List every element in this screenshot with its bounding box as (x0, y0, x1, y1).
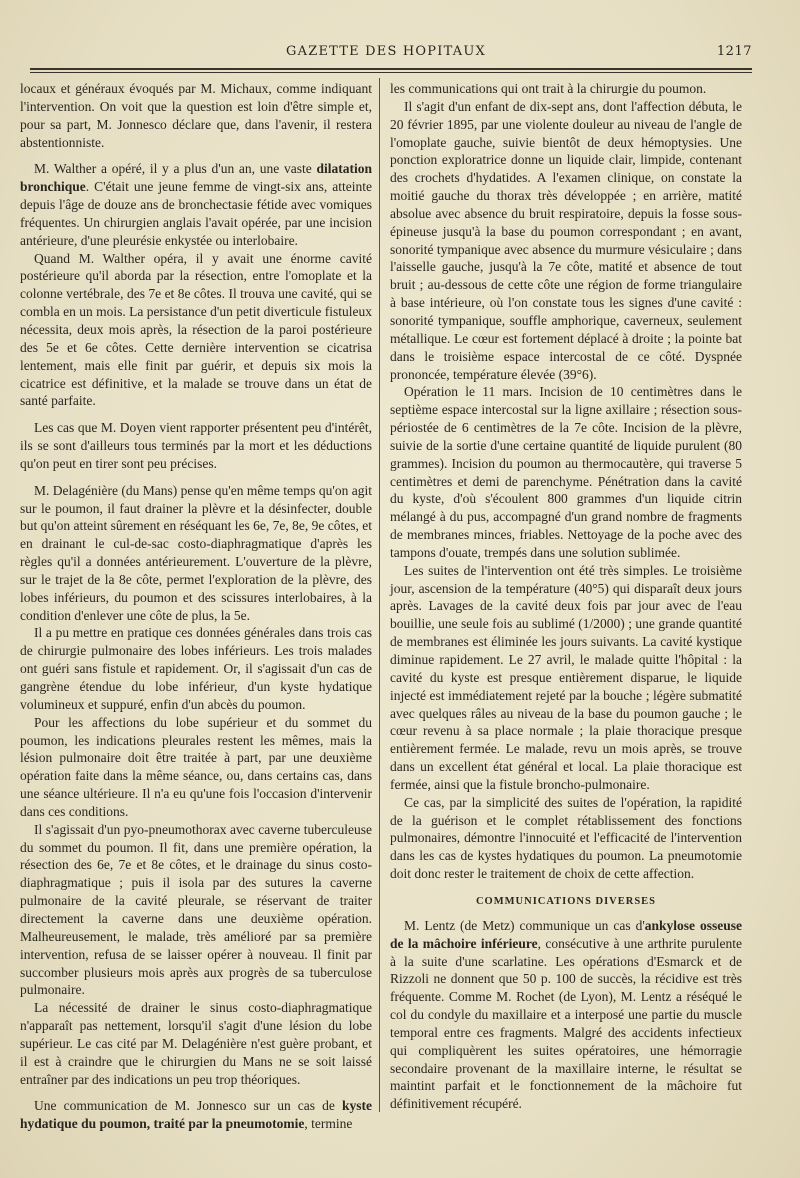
paragraph: locaux et généraux évoqués par M. Michaux, comme indiquant l'intervention. On voit que la question est loin d'être simple et, pour sa part, M. Jonnesco déclare que, dans l'avenir, il restera abstentionniste. (20, 81, 372, 150)
journal-title: GAZETTE DES HOPITAUX (286, 44, 486, 59)
paragraph: M. Delagénière (du Mans) pense qu'en même temps qu'on agit sur le poumon, il faut drainer la plèvre et la désinfecter, double but qu'on atteint sûrement en réséquant les 6e, 7e, 8e, 9e côtes, et en drainant le cul-de-sac costo-diaphragmatique d'après les règles qu'il a données antérieurement. L'ouverture de la plèvre, sur le trajet de la 8e côte, permet l'exploration de la plèvre, des lobes inférieurs, du poumon et des scissures interlobaires, à la condition d'enlever une côte de plus, la 5e. (20, 482, 372, 623)
header-rule-thin (30, 72, 752, 73)
paragraph: Il s'agissait d'un pyo-pneumothorax avec caverne tuberculeuse du sommet du poumon. Il fit, dans une première opération, la résection des 6e, 7e et 8e côtes, et le drainage du sinus costo-diaphragmatique ; puis il isola par des sutures la caverne pulmonaire de la cavité pleurale, se réservant de traiter directement la caverne dans une deuxième opération. Malheureusement, le malade, très amélioré par sa première intervention, refusa de se laisser opérer à nouveau. Il finit par succomber plusieurs mois après aux progrès de sa tuberculose pulmonaire. (20, 821, 372, 998)
paragraph: Pour les affections du lobe supérieur et du sommet du poumon, les indications pleurales restent les mêmes, mais la lésion pulmonaire doit être traitée à part, par une deuxième opération faite dans la même séance, ou, dans certains cas, dans une séance ultérieure. Il n'a eu qu'une fois l'occasion d'intervenir dans ces conditions. (20, 714, 372, 819)
right-column (390, 80, 742, 1113)
bold-term: dilatation bronchique (20, 161, 372, 195)
text-run: M. Lentz (de Metz) communique un cas d' (404, 917, 645, 933)
paragraph: La nécessité de drainer le sinus costo-diaphragmatique n'apparaît pas nettement, lorsqu'il s'agit d'une lésion du lobe supérieur. Le cas cité par M. Delagénière n'est guère probant, et il est à craindre que le chirurgien du Mans ne se soit laissé entraîner par des indications un peu trop théoriques. (20, 1000, 372, 1087)
text-run: , termine (304, 1116, 353, 1132)
text-run: Une communication de M. Jonnesco sur un cas de (34, 1098, 342, 1114)
paragraph: Les cas que M. Doyen vient rapporter présentent peu d'intérêt, ils se sont d'ailleurs tous terminés par la mort et les déductions qu'on peut en tirer sont peu précises. (20, 420, 372, 471)
section-title: COMMUNICATIONS DIVERSES (475, 895, 657, 907)
text-run: . C'était une jeune femme de vingt-six ans, atteinte depuis l'âge de douze ans de bronchectasie fétide avec vomiques fréquentes. Un chirurgien anglais l'avait opérée, par une incision antérieure, d'une pleurésie enkystée ou interlobaire. (20, 179, 372, 248)
page-number: 1217 (716, 44, 752, 59)
paragraph (20, 160, 372, 249)
paragraph: les communications qui ont trait à la chirurgie du poumon. (390, 81, 707, 96)
paragraph: Les suites de l'intervention ont été très simples. Le troisième jour, ascension de la température (40°5) qui disparaît deux jours après. Lavages de la cavité deux fois par jour avec de l'eau bouillie, une seule fois au sublimé (1/2000) ; une grande quantité de membranes est éliminée les jours suivants. La cavité kystique diminue rapidement. Le 27 avril, le malade quitte l'hôpital : la cavité du kyste est presque entièrement disparue, le liquide injecté est immédiatement rejeté par la bouche ; légère submatité avec quelques râles au niveau de la base du poumon gauche ; le cœur revenu à sa place normale ; la plaie thoracique presque entièrement fermée. Le malade, revu un mois après, se trouve dans un excellent état général et local. La plaie thoracique est fermée, ainsi que la fistule broncho-pulmonaire. (390, 562, 742, 792)
bold-term: ankylose osseuse de la mâchoire inférieure (390, 917, 742, 951)
paragraph (390, 917, 742, 1113)
text-run: M. Walther a opéré, il y a plus d'un an, une vaste (34, 161, 317, 177)
text-run: , consécutive à une arthrite purulente à la suite d'une scarlatine. Les opérations d'Esmarck et de Rizzoli ne donnent que 50 p. 100 de succès, la récidive est très fréquente. Comme M. Rochet (de Lyon), M. Lentz a réséqué le col du condyle du maxillaire et a interposé une partie du muscle temporal entre ces fragments. Malgré des accidents infectieux qui compliquèrent les suites opératoires, une hémorragie secondaire provenant de la maxillaire interne, le résultat se maintint parfait et le fonctionnement de la mâchoire fut définitivement récupéré. (390, 935, 742, 1112)
paragraph: Ce cas, par la simplicité des suites de l'opération, la rapidité de la guérison et le complet rétablissement des fonctions pulmonaires, démontre l'innocuité et l'efficacité de l'intervention dans les cas de kystes hydatiques du poumon. La pneumotomie doit donc rester le traitement de choix de cette affection. (390, 794, 742, 882)
paragraph: Il s'agit d'un enfant de dix-sept ans, dont l'affection débuta, le 20 février 1895, par une violente douleur au niveau de l'angle de l'omoplate gauche, suivie bientôt de deux hémoptysies. Une ponction exploratrice donne un liquide clair, limpide, contenant des crochets d'hydatides. A l'examen clinique, on constate la moitié gauche du thorax très développée ; en arrière, matité absolue avec absence du bruit respiratoire, depuis la fosse sous-épineuse jusqu'à la base du poumon correspondant ; en avant, sonorité tympanique avec absence du murmure vésiculaire ; dans l'aisselle gauche, jusqu'à la 7e côte, matité et absence de tout bruit ; au-dessous de cette côte une région de forme triangulaire à base intérieure, où l'on constate tous les signes d'une cavité : sonorité tympanique, souffle amphorique, caverneux, seulement métallique. Le cœur est fortement déplacé à droite ; la pointe bat dans le troisième espace intercostal de ce côté. Dyspnée prononcée, température élevée (39°6). (390, 98, 742, 382)
paragraph (20, 1097, 372, 1133)
column-divider (379, 78, 380, 1112)
page-header (20, 40, 752, 66)
paragraph: Opération le 11 mars. Incision de 10 centimètres dans le septième espace intercostal sur la ligne axillaire ; résection sous-périostée de 6 centimètres de la 7e côte. Incision de la plèvre, suivie de la sortie d'une certaine quantité de liquide purulent (80 grammes). Incision du poumon au thermocautère, qui traverse 5 centimètres et demi de parenchyme. Pénétration dans la cavité du kyste, d'où s'écoulent 800 grammes d'un liquide citrin mélangé à du pus, accompagné d'un grand nombre de fragments de membranes minces, friables. Nettoyage de la poche avec des tampons d'ouate, trempés dans une solution sublimée. (390, 384, 742, 560)
bold-term: kyste hydatique du poumon, traité par la pneumotomie (20, 1098, 372, 1132)
paragraph: Il a pu mettre en pratique ces données générales dans trois cas de chirurgie pulmonaire des lobes inférieurs. Les trois malades ont guéri sans fistule et rapidement. Or, il s'agissait d'un cas de gangrène étendue du lobe inférieur, d'un kyste hydatique volumineux et suppuré, enfin d'un abcès du poumon. (20, 625, 372, 712)
left-column (20, 80, 372, 1133)
header-rule-thick (30, 68, 752, 70)
paragraph: Quand M. Walther opéra, il y avait une énorme cavité postérieure qu'il aborda par la résection, entre l'omoplate et la colonne vertébrale, des 7e et 8e côtes. Il trouva une cavité, qui se combla en un mois. La persistance d'un petit diverticule fistuleux nécessita, deux mois après, la résection de la paroi postérieure des 5e et 6e côtes. Cette dernière intervention se cicatrisa lentement, mais elle finit par guérir, et depuis six mois la cicatrice est définitive, et la malade se trouve dans un état de santé parfaite. (20, 250, 372, 409)
